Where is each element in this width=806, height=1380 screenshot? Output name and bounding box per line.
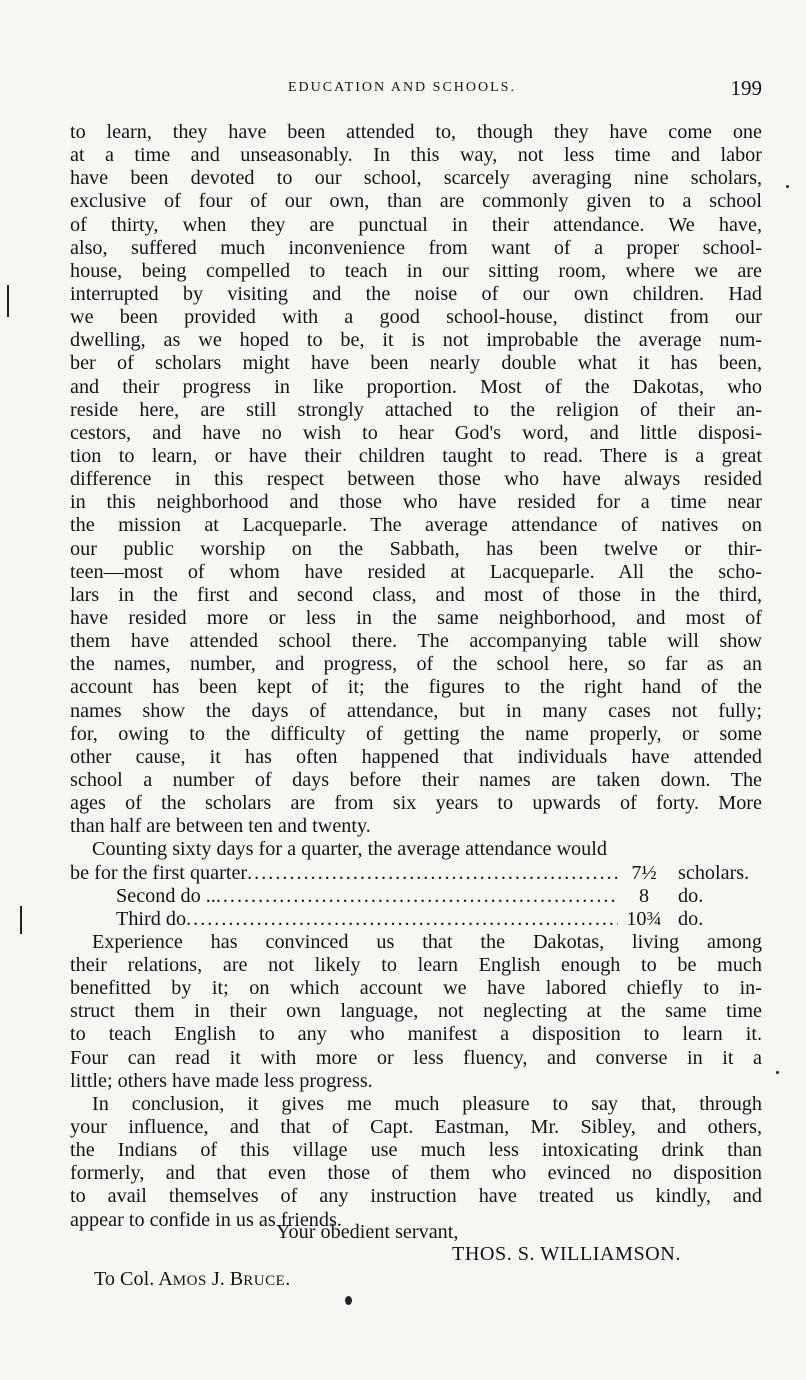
text-line: ages of the scholars are from six years to upwards of forty. More: [70, 792, 762, 815]
addressee-surname-rest: RUCE: [243, 1273, 286, 1289]
page-number: 199: [730, 76, 762, 100]
text-line: of thirty, when they are punctual in their attendance. We have,: [70, 213, 762, 236]
text-line: the Indians of this village use much less intoxicating drink than: [70, 1139, 762, 1162]
text-line: In conclusion, it gives me much pleasure to say that, through: [92, 1092, 762, 1115]
tally-value: 10¾: [626, 907, 662, 930]
text-line: to learn, they have been attended to, though they have come one: [70, 121, 762, 143]
text-line: for, owing to the difficulty of getting the name properly, or some: [70, 722, 762, 745]
tally-label: Second do ..: [116, 884, 216, 907]
addressee-end: .: [285, 1268, 291, 1290]
text-line: in this neighborhood and those who have resided for a time near: [70, 491, 762, 514]
dot-leader: [247, 862, 618, 885]
valediction: Your obedient servant,: [276, 1221, 459, 1243]
text-line: have resided more or less in the same neighborhood, and most of: [70, 606, 762, 629]
text-line: school a number of days before their names are taken down. The: [70, 768, 762, 791]
paragraph-attendance-intro: [70, 838, 762, 861]
text-line: dwelling, as we hoped to be, it is not improbable the average num-: [70, 329, 762, 352]
ink-speck: [786, 185, 789, 188]
tally-row: [70, 885, 762, 908]
text-line: teen—most of whom have resided at Lacqueparle. All the scho-: [70, 560, 762, 583]
text-line: difference in this respect between those who have always resided: [70, 468, 762, 491]
running-head: [70, 76, 762, 104]
running-title: EDUCATION AND SCHOOLS.: [288, 80, 516, 95]
text-line: Experience has convinced us that the Dakotas, living among: [92, 930, 762, 953]
text-line: to teach English to any who manifest a disposition to learn it.: [70, 1023, 762, 1046]
text-line: we been provided with a good school-house, distinct from our: [70, 306, 762, 329]
letter-closing: [70, 1221, 762, 1321]
tally-unit: do.: [678, 907, 704, 930]
paragraph-conclusion: [70, 1093, 762, 1232]
text-line: names show the days of attendance, but in many cases not fully;: [70, 699, 762, 722]
text-line: our public worship on the Sabbath, has been twelve or thir-: [70, 537, 762, 560]
text-line: your influence, and that of Capt. Eastman, Mr. Sibley, and others,: [70, 1116, 762, 1139]
text-line: and their progress in like proportion. Most of the Dakotas, who: [70, 375, 762, 398]
margin-mark: [7, 285, 9, 317]
text-line: them have attended school there. The accompanying table will show: [70, 630, 762, 653]
text-line: exclusive of four of our own, than are commonly given to a school: [70, 190, 762, 213]
text-line: their relations, are not likely to learn English enough to be much: [70, 954, 762, 977]
text-line: house, being compelled to teach in our sitting room, where we are: [70, 259, 762, 282]
attendance-tally: [70, 862, 762, 931]
text-line: benefitted by it; on which account we have labored chiefly to in-: [70, 977, 762, 1000]
tally-unit: do.: [678, 884, 704, 907]
ink-speck: [776, 1071, 779, 1074]
tally-value: 7½: [631, 861, 657, 884]
text-line: the mission at Lacqueparle. The average attendance of natives on: [70, 514, 762, 537]
text-line: account has been kept of it; the figures to the right hand of the: [70, 676, 762, 699]
paragraph-language-instruction: [70, 931, 762, 1093]
text-line: little; others have made less progress.: [70, 1069, 373, 1092]
tally-label: Third do: [116, 907, 187, 930]
addressee-first-name-rest: MOS: [172, 1273, 207, 1289]
text-line: than half are between ten and twenty.: [70, 815, 371, 838]
dot-leader: [186, 908, 618, 931]
addressee-prefix: To Col. A: [94, 1268, 173, 1290]
text-line: struct them in their own language, not neglecting at the same time: [70, 1000, 762, 1023]
text-line: reside here, are still strongly attached to the religion of their an-: [70, 398, 762, 421]
tally-label: be for the first quarter: [70, 861, 248, 884]
addressee-middle: J. B: [206, 1268, 244, 1290]
margin-mark: [20, 906, 22, 934]
text-line: have been devoted to our school, scarcely averaging nine scholars,: [70, 167, 762, 190]
text-line: the names, number, and progress, of the school here, so far as an: [70, 653, 762, 676]
tally-value: 8: [638, 884, 650, 907]
text-line: tion to learn, or have their children taught to read. There is a great: [70, 444, 762, 467]
addressee: [94, 1268, 290, 1291]
text-line: appear to confide in us as friends.: [70, 1208, 342, 1231]
tally-unit: scholars.: [678, 861, 750, 884]
tally-row: [70, 862, 762, 885]
text-line: Counting sixty days for a quarter, the average attendance would: [92, 838, 607, 861]
signature: THOS. S. WILLIAMSON.: [452, 1243, 681, 1265]
text-line: ber of scholars might have been nearly double what it has been,: [70, 352, 762, 375]
text-line: other cause, it has often happened that individuals have attended: [70, 745, 762, 768]
text-line: lars in the first and second class, and most of those in the third,: [70, 583, 762, 606]
dot-leader: [216, 885, 618, 908]
text-line: at a time and unseasonably. In this way, not less time and labor: [70, 144, 762, 167]
paragraph-education-report: [70, 121, 762, 838]
ink-speck: [345, 1296, 352, 1305]
text-line: Four can read it with more or less fluency, and converse in it a: [70, 1046, 762, 1069]
text-line: to avail themselves of any instruction have treated us kindly, and: [70, 1185, 762, 1208]
tally-row: [70, 908, 762, 931]
body-text: [70, 121, 762, 1232]
text-line: cestors, and have no wish to hear God's word, and little disposi-: [70, 421, 762, 444]
text-line: formerly, and that even those of them who evinced no disposition: [70, 1162, 762, 1185]
text-line: interrupted by visiting and the noise of our own children. Had: [70, 282, 762, 305]
text-line: also, suffered much inconvenience from want of a proper school-: [70, 236, 762, 259]
